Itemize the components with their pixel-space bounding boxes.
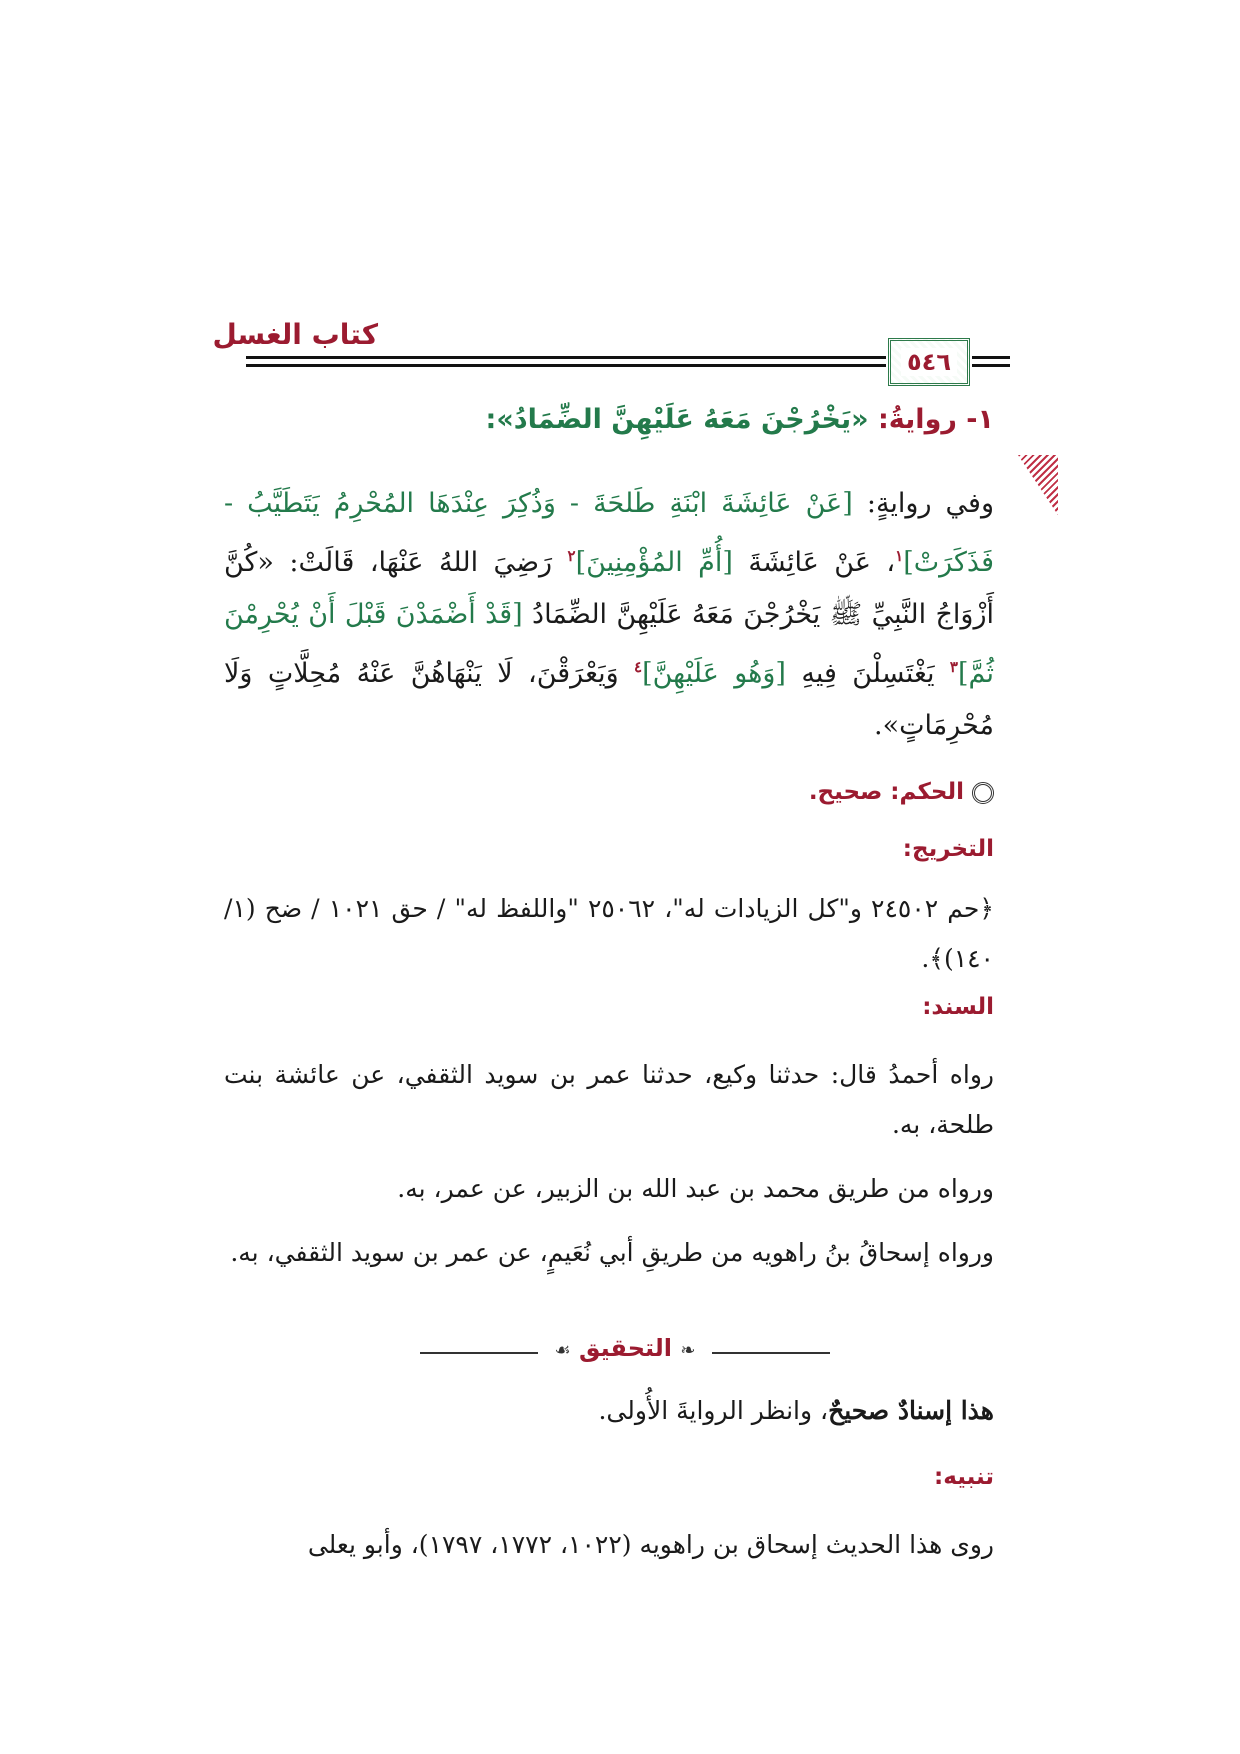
section-number: ١-: [966, 404, 994, 435]
footnote-ref-1: ١: [895, 547, 904, 565]
header-rule-right-top: [972, 356, 1010, 359]
tahqiq-verdict: هذا إسنادٌ صحيحٌ: [828, 1396, 994, 1425]
header-rule-right-bottom: [972, 364, 1010, 367]
hadith-seg-2: ، عَنْ عَائِشَةَ: [732, 547, 896, 578]
ruling-value: صحيح.: [808, 779, 883, 805]
section-title-quote: «يَخْرُجْنَ مَعَهُ عَلَيْهِنَّ الضِّمَادُ»:: [485, 404, 869, 435]
page-number-box: [888, 338, 970, 386]
tahqiq-divider: [420, 1334, 830, 1374]
tahqiq-title: التحقيق: [579, 1334, 673, 1362]
footnote-ref-4: ٤: [634, 658, 643, 676]
takhrij-label: التخريج:: [902, 836, 994, 862]
sanad-paragraph-2: ورواه من طريق محمد بن عبد الله بن الزبير، عن عمر، به.: [397, 1174, 994, 1203]
sanad-paragraph-3: ورواه إسحاقُ بنُ راهويه من طريقِ أبي نُعَيمٍ، عن عمر بن سويد الثقفي، به.: [230, 1238, 994, 1267]
note-label: تنبيه:: [934, 1464, 994, 1490]
hadith-addition-3: [قَدْ أَضْمَدْنَ قَبْلَ أَنْ يُحْرِمْنَ ثُمَّ]: [224, 599, 994, 689]
hadith-seg-3: رَضِيَ اللهُ عَنْهَا، قَالَتْ: «كُنَّ أَزْوَاجُ النَّبِيِّ ﷺ يَخْرُجْنَ مَعَهُ عَلَيْهِنَّ الضِّمَادُ: [224, 547, 994, 630]
flower-ornament-icon: [972, 782, 994, 804]
hadith-addition-1: [عَنْ عَائِشَةَ ابْنَةِ طَلحَةَ - وَذُكِرَ عِنْدَهَا المُحْرِمُ يَتَطَيَّبُ - فَذَكَرَتْ]: [224, 488, 994, 578]
hadith-addition-2: [أُمِّ المُؤْمِنِينَ]: [575, 547, 733, 578]
tahqiq-heading: [420, 1334, 830, 1362]
ruling-label: الحكم:: [890, 779, 964, 805]
header-rule-left-top: [246, 356, 886, 359]
hadith-seg-5: وَيَعْرَقْنَ، لَا يَنْهَاهُنَّ عَنْهُ مُحِلَّاتٍ وَلَا مُحْرِمَاتٍ».: [224, 658, 994, 741]
header-rule-left-bottom: [246, 364, 886, 367]
book-title: كتاب الغسل: [212, 318, 378, 351]
divider-ornament-icon: ❧: [680, 1340, 696, 1361]
page-number: ٥٤٦: [901, 348, 957, 376]
section-title-prefix: روايةُ:: [878, 404, 957, 435]
sanad-paragraph-1: رواه أحمدُ قال: حدثنا وكيع، حدثنا عمر بن سويد الثقفي، عن عائشة بنت طلحة، به.: [224, 1060, 994, 1139]
hadith-text: [224, 478, 994, 752]
footnote-ref-2: ٢: [567, 547, 576, 565]
footnote-ref-3: ٣: [949, 658, 958, 676]
hadith-seg-4: يَغْتَسِلْنَ فِيهِ: [785, 658, 950, 689]
hadith-intro: وفي روايةٍ:: [852, 488, 995, 519]
section-heading: [224, 404, 994, 435]
takhrij-text: ﴿حم ٢٤٥٠٢ و"كل الزيادات له"، ٢٥٠٦٢ "واللفظ له" / حق ١٠٢١ / ضح (١/ ١٤٠)﴾.: [224, 894, 995, 973]
ruling-line: [224, 776, 994, 805]
note-text: روى هذا الحديث إسحاق بن راهويه (١٠٢٢، ١٧٧٢، ١٧٩٧)، وأبو يعلى: [307, 1530, 994, 1559]
divider-ornament-icon: ☙: [554, 1340, 571, 1361]
corner-ornament: [1018, 455, 1058, 515]
hadith-addition-4: [وَهُو عَلَيْهِنَّ]: [642, 658, 786, 689]
tahqiq-text: [224, 1386, 994, 1436]
sanad-label: السند:: [922, 994, 994, 1020]
tahqiq-rest: ، وانظر الروايةَ الأُولى.: [598, 1396, 829, 1425]
